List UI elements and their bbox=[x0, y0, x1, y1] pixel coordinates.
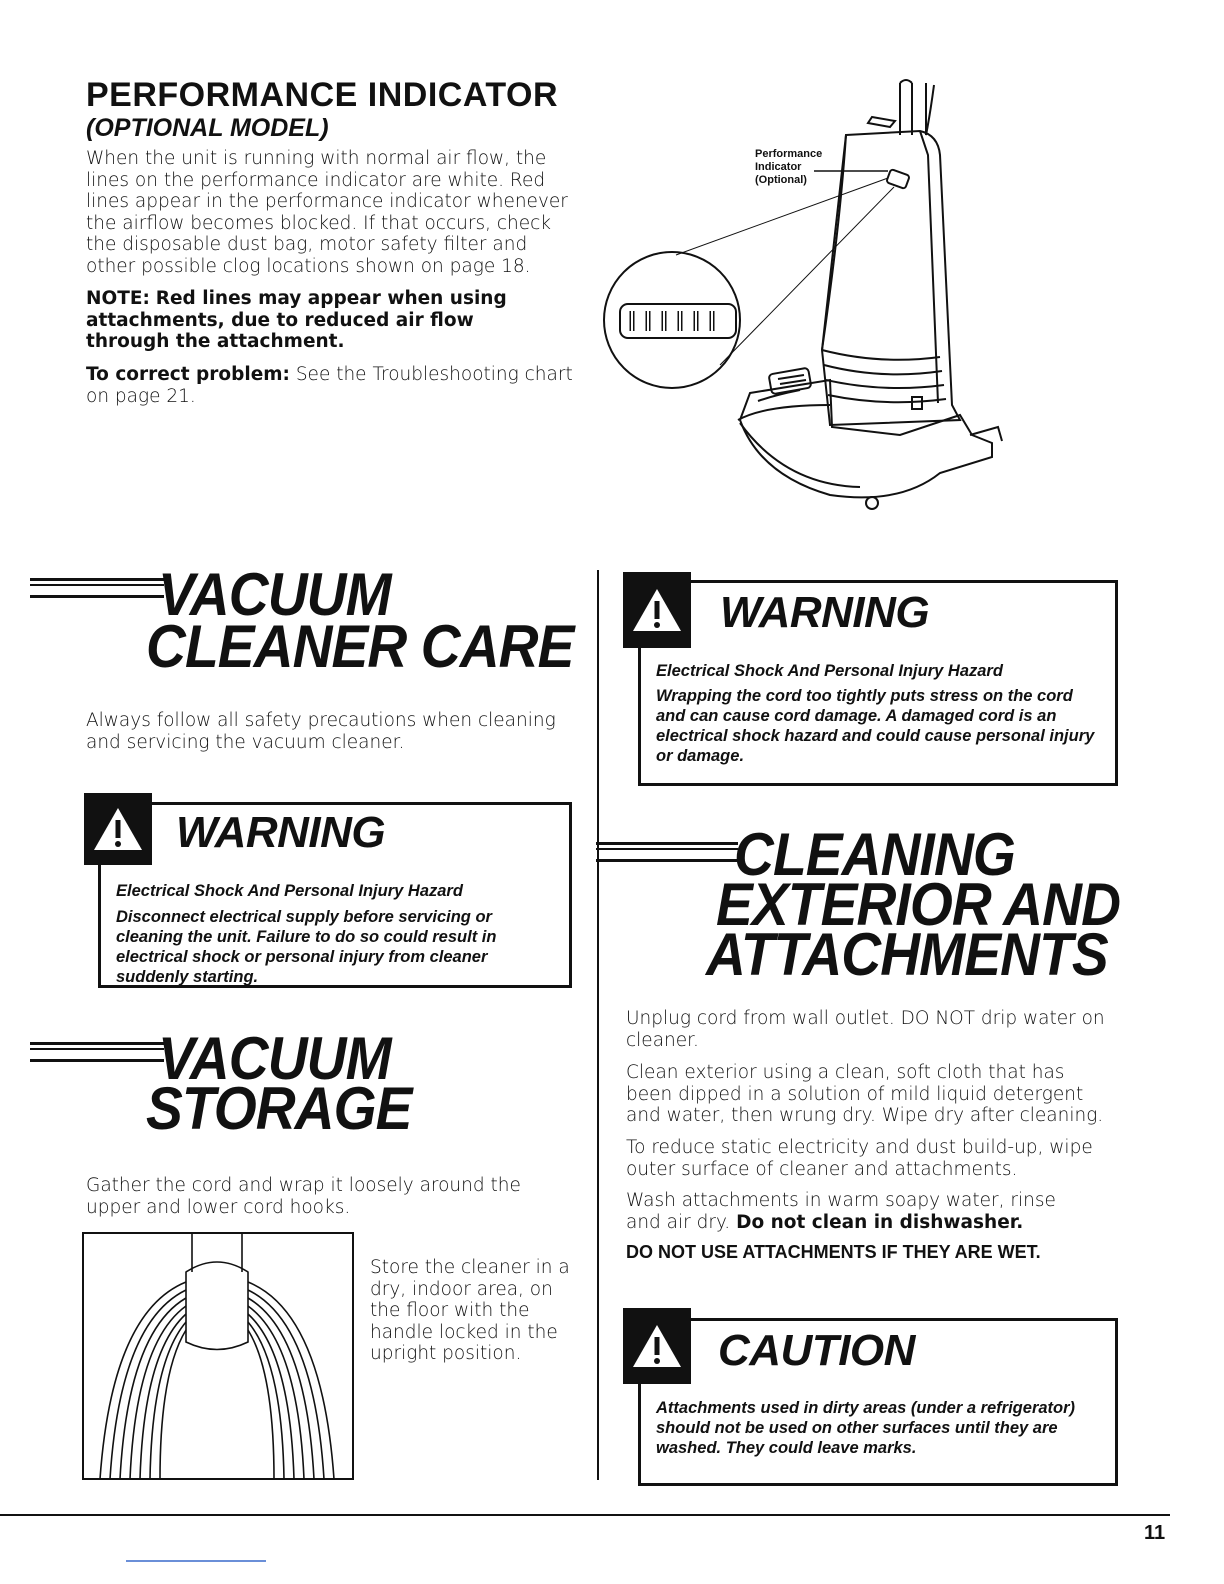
performance-paragraph: When the unit is running with normal air flow, the lines on the performance indicator are white. Red lines appear in the performance indicator whenever the airflow becomes blocked. If that occurs, check the disposable dust bag, motor safety filter and other possible clog locations shown on page 18. bbox=[86, 148, 568, 277]
note-text: Red lines may appear when using attachments, due to reduced air flow through the attachment. bbox=[86, 288, 507, 352]
upright-vacuum-illustration bbox=[600, 75, 1010, 515]
cleaning-paragraph-4a: Wash attachments in warm soapy water, rinse and air dry. bbox=[626, 1190, 1056, 1233]
callout-line-1: Performance bbox=[755, 148, 823, 160]
cleaning-paragraph-5: DO NOT USE ATTACHMENTS IF THEY ARE WET. bbox=[626, 1242, 1041, 1262]
warning-icon bbox=[91, 805, 145, 853]
cleaning-paragraph-4 bbox=[626, 1190, 1096, 1233]
cleaning-paragraph-3: To reduce static electricity and dust build-up, wipe outer surface of cleaner and attachments. bbox=[626, 1137, 1093, 1180]
cleaning-title-line-2: EXTERIOR AND bbox=[716, 871, 1121, 938]
storage-paragraph-2: Store the cleaner in a dry, indoor area, on the floor with the handle locked in the upright position. bbox=[370, 1257, 570, 1364]
storage-paragraph-1: Gather the cord and wrap it loosely around the upper and lower cord hooks. bbox=[86, 1175, 521, 1218]
callout-line-2: Indicator bbox=[755, 161, 802, 173]
caution-triangle bbox=[623, 1308, 691, 1384]
blue-mark bbox=[126, 1560, 266, 1562]
care-warning-triangle bbox=[84, 793, 152, 865]
caution-text: Attachments used in dirty areas (under a refrigerator) should not be used on other surfaces until they are washed. They could leave marks. bbox=[656, 1399, 1076, 1457]
cord-warning-triangle bbox=[623, 572, 691, 648]
care-title-line-1: VACUUM bbox=[158, 561, 391, 628]
footer-rule bbox=[0, 1514, 1170, 1516]
storage-title-line-1: VACUUM bbox=[158, 1025, 391, 1092]
callout-line-3: (Optional) bbox=[755, 174, 807, 186]
care-warning-hazard: Electrical Shock And Personal Injury Hazard bbox=[116, 882, 463, 900]
care-warning-title: WARNING bbox=[176, 808, 386, 857]
performance-note bbox=[86, 288, 556, 353]
warning-icon bbox=[630, 586, 684, 634]
cord-warning-text: Wrapping the cord too tightly puts stress on the cord and can cause cord damage. A damaged cord is an electrical shock hazard and could cause personal injury or damage. bbox=[656, 687, 1095, 765]
cleaning-paragraph-4b: Do not clean in dishwasher. bbox=[736, 1211, 1024, 1233]
care-intro: Always follow all safety precautions when cleaning and servicing the vacuum cleaner. bbox=[86, 710, 556, 753]
performance-indicator-subtitle: (OPTIONAL MODEL) bbox=[86, 114, 329, 142]
cleaning-heading-rule bbox=[596, 842, 738, 862]
storage-title-line-2: STORAGE bbox=[146, 1075, 412, 1142]
cord-warning-title: WARNING bbox=[720, 588, 930, 637]
cord-hook-illustration bbox=[82, 1232, 354, 1480]
performance-indicator-title: PERFORMANCE INDICATOR bbox=[86, 76, 559, 114]
cleaning-title-line-1: CLEANING bbox=[734, 821, 1015, 888]
cleaning-paragraph-1: Unplug cord from wall outlet. DO NOT drip water on cleaner. bbox=[626, 1008, 1105, 1051]
performance-correct bbox=[86, 364, 576, 407]
caution-icon bbox=[630, 1322, 684, 1370]
page-number: 11 bbox=[1144, 1522, 1166, 1544]
correct-text: See the Troubleshooting chart on page 21. bbox=[86, 364, 573, 407]
care-title-line-2: CLEANER CARE bbox=[146, 613, 574, 680]
storage-heading-rule bbox=[30, 1042, 164, 1062]
caution-title: CAUTION bbox=[718, 1326, 915, 1375]
care-heading-rule bbox=[30, 578, 164, 598]
column-divider bbox=[597, 570, 599, 1480]
note-label: NOTE: bbox=[86, 288, 150, 309]
cleaning-title-line-3: ATTACHMENTS bbox=[706, 921, 1108, 988]
cleaning-paragraph-2: Clean exterior using a clean, soft cloth that has been dipped in a solution of mild liquid detergent and water, then wrung dry. Wipe dry after cleaning. bbox=[626, 1062, 1104, 1126]
performance-callout bbox=[755, 148, 822, 187]
care-warning-text: Disconnect electrical supply before servicing or cleaning the unit. Failure to do so could result in electrical shock or personal injury from cleaner suddenly starting. bbox=[116, 908, 497, 986]
cord-warning-hazard: Electrical Shock And Personal Injury Hazard bbox=[656, 662, 1003, 680]
correct-label: To correct problem: bbox=[86, 364, 290, 385]
